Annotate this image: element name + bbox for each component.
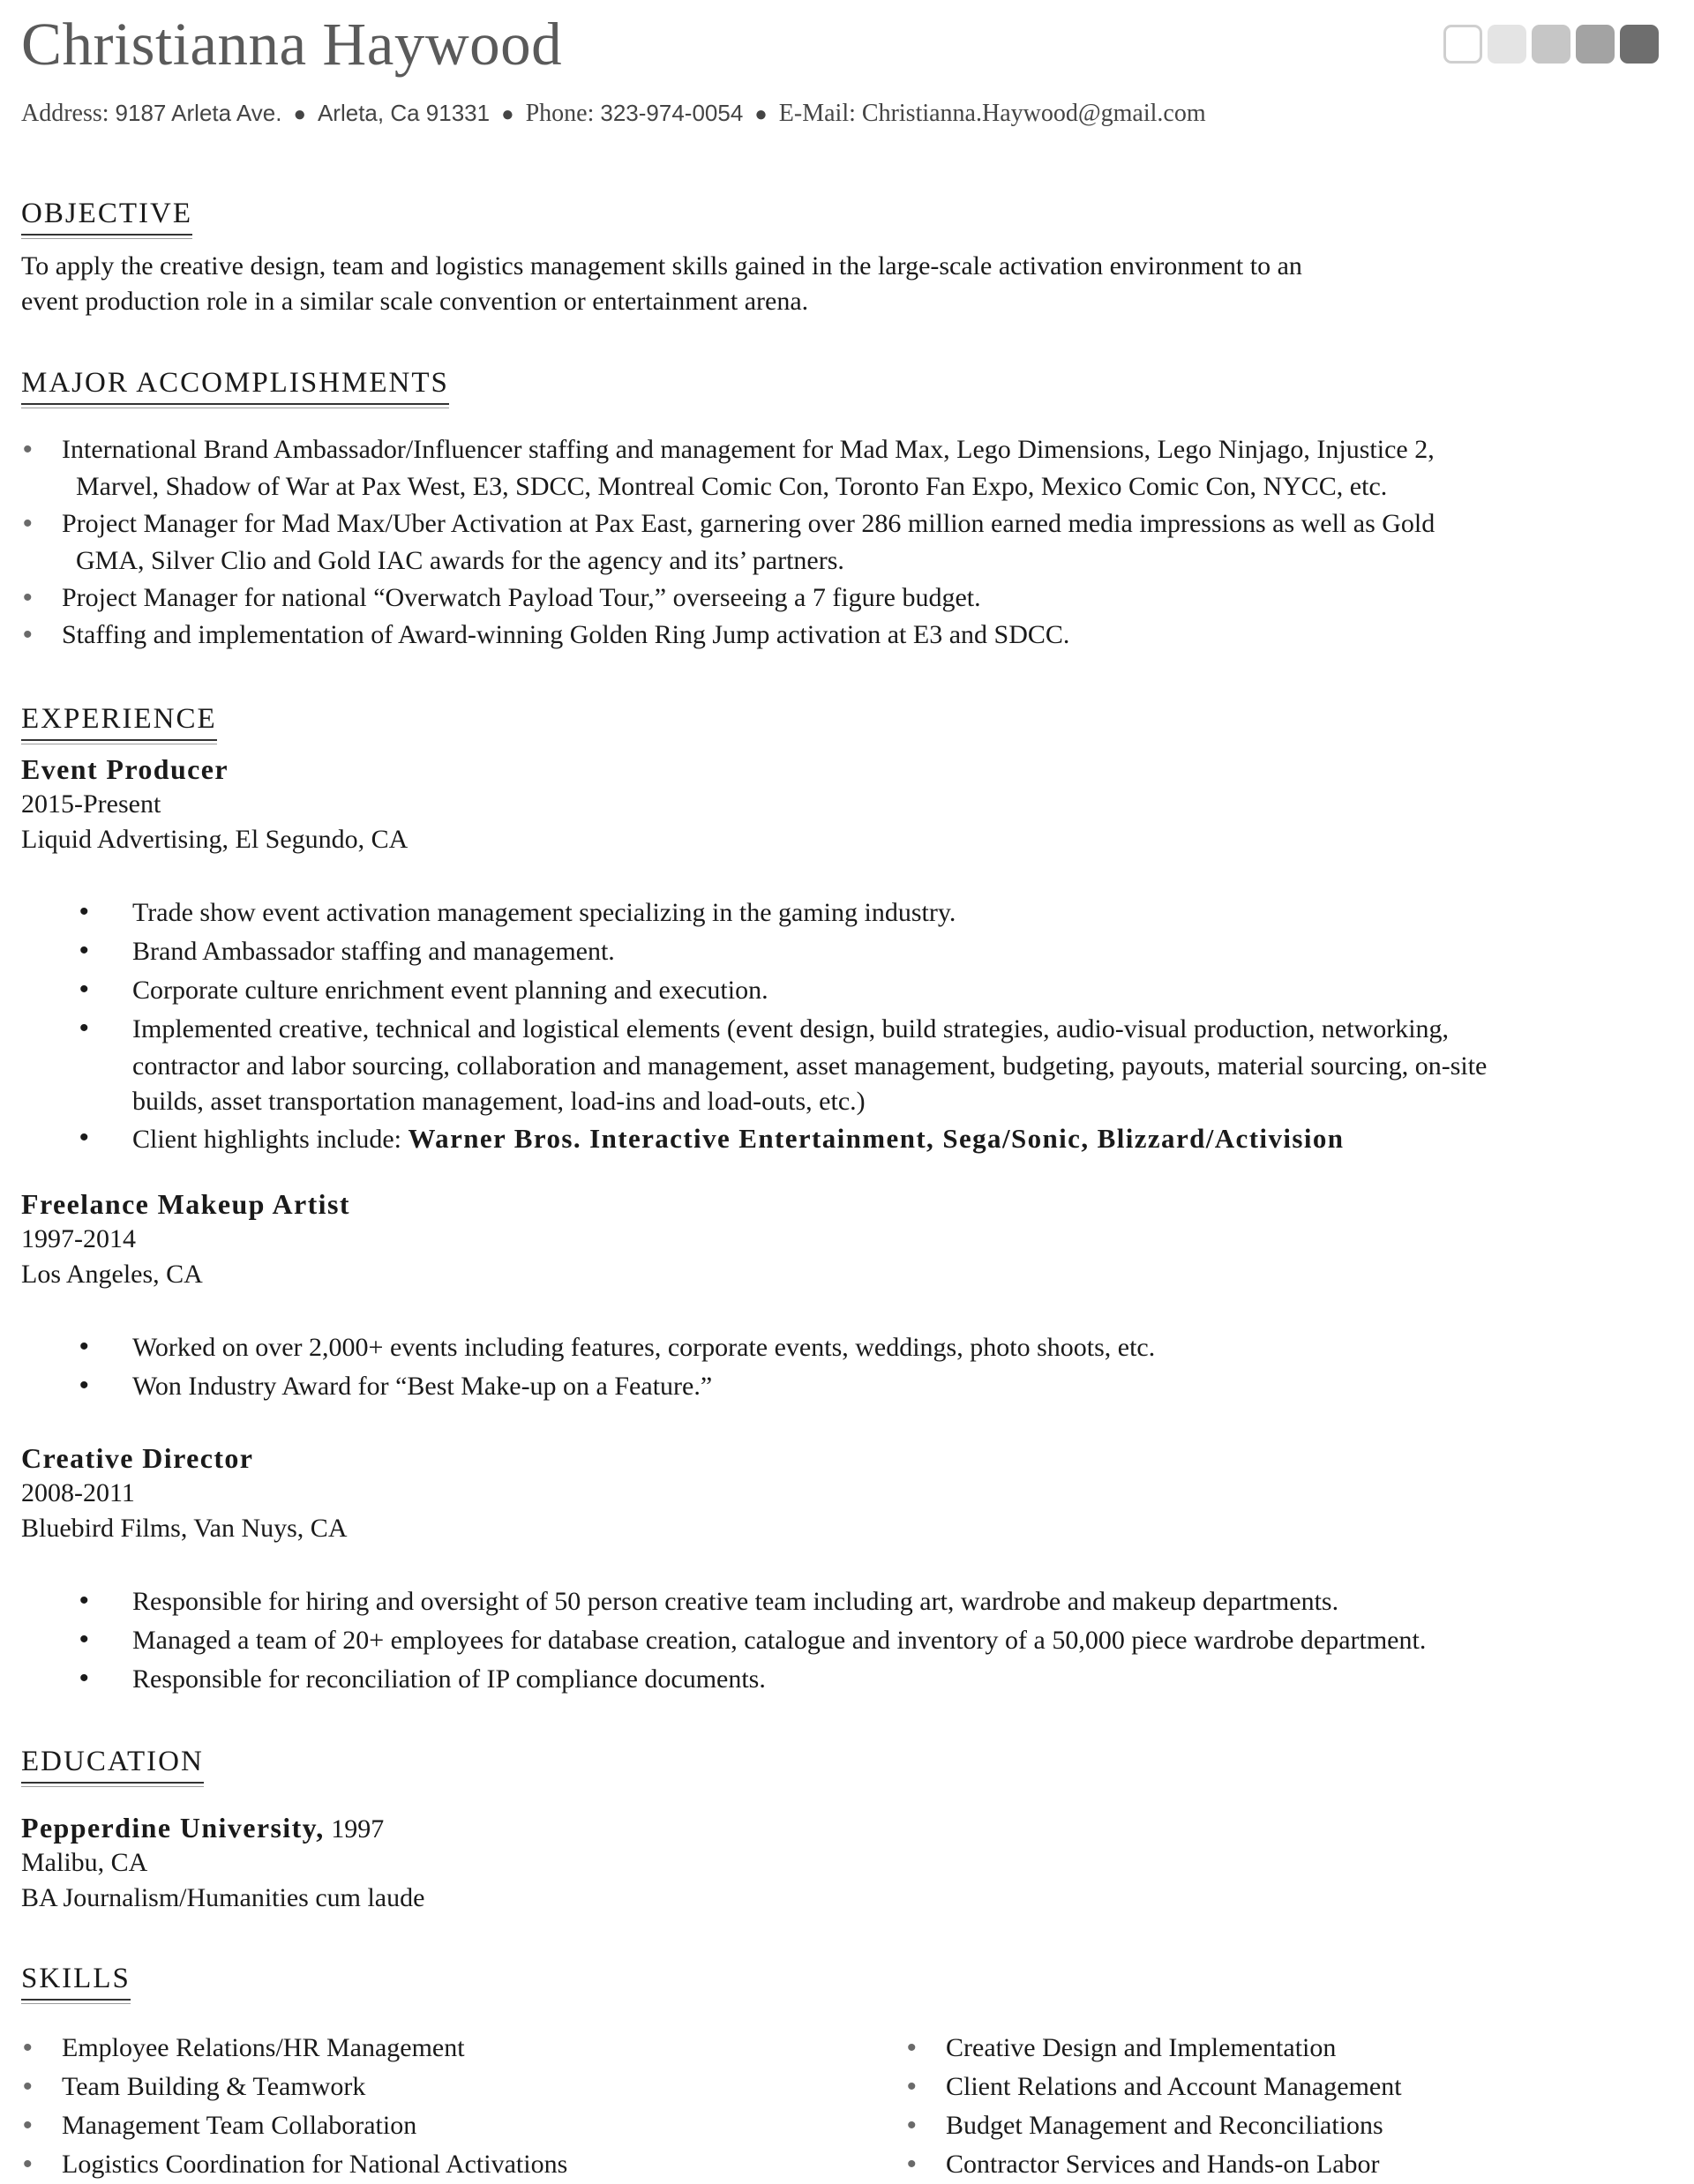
- item-line: builds, asset transportation management, load-ins and load-outs, etc.): [132, 1087, 866, 1116]
- bullet-icon: •: [23, 2111, 33, 2140]
- list-item: [21, 431, 1435, 505]
- accomplishments-list: [21, 431, 1435, 654]
- swatch-white: [1443, 25, 1482, 64]
- item-line: Project Manager for Mad Max/Uber Activation at Pax East, garnering over 286 million earned media impressions as well as Gold: [62, 509, 1435, 538]
- job-dates: 2015-Present: [21, 789, 161, 819]
- list-item: [21, 2106, 567, 2145]
- item-line: Implemented creative, technical and logistical elements (event design, build strategies, audio-visual production, networking,: [132, 1014, 1450, 1043]
- phone-label: Phone:: [525, 100, 595, 127]
- skill-label: Contractor Services and Hands-on Labor: [946, 2150, 1380, 2179]
- list-item: [21, 2029, 567, 2068]
- list-item: [905, 2068, 1402, 2106]
- item-line: Staffing and implementation of Award-winning Golden Ring Jump activation at E3 and SDCC.: [62, 620, 1070, 649]
- bullet-icon: •: [79, 1371, 89, 1400]
- objective-line: To apply the creative design, team and logistics management skills gained in the large-scale activation environment to an: [21, 251, 1302, 280]
- skill-label: Client Relations and Account Management: [946, 2072, 1402, 2101]
- item-line: contractor and labor sourcing, collaboration and management, asset management, budgeting, payouts, material sourcing, on-site: [132, 1051, 1488, 1081]
- email-label: E-Mail:: [778, 100, 856, 127]
- item-line: Trade show event activation management specializing in the gaming industry.: [132, 898, 956, 927]
- objective-line: event production role in a similar scale convention or entertainment arena.: [21, 287, 809, 316]
- job-bullets: [21, 894, 1487, 1158]
- bullet-icon: •: [79, 936, 89, 965]
- list-item: [21, 617, 1435, 654]
- skill-label: Management Team Collaboration: [62, 2111, 417, 2140]
- bullet-icon: •: [79, 1586, 89, 1615]
- job-place: Los Angeles, CA: [21, 1260, 203, 1289]
- phone-value: 323-974-0054: [600, 100, 744, 126]
- bullet-icon: •: [23, 2033, 33, 2062]
- item-line: Responsible for reconciliation of IP compliance documents.: [132, 1664, 766, 1694]
- bullet-icon: •: [79, 1664, 89, 1693]
- skill-label: Budget Management and Reconciliations: [946, 2111, 1383, 2140]
- item-line: Responsible for hiring and oversight of 50 person creative team including art, wardrobe and makeup departments.: [132, 1587, 1339, 1616]
- swatch-mid-gray: [1532, 25, 1570, 64]
- color-swatches: [1443, 25, 1659, 64]
- address-value: 9187 Arleta Ave.: [115, 100, 282, 126]
- list-item: [21, 1328, 1155, 1367]
- graduation-year: 1997: [331, 1814, 385, 1844]
- bullet-icon: •: [907, 2111, 917, 2140]
- item-line: Project Manager for national “Overwatch Payload Tour,” overseeing a 7 figure budget.: [62, 583, 981, 612]
- objective-text: [21, 249, 1302, 319]
- list-item: [21, 1621, 1426, 1660]
- list-item: [21, 2145, 567, 2184]
- skill-label: Creative Design and Implementation: [946, 2033, 1337, 2062]
- city-value: Arleta, Ca 91331: [317, 100, 491, 126]
- list-item: [21, 932, 1487, 971]
- job-bullets: [21, 1582, 1426, 1699]
- accomplishments-heading: MAJOR ACCOMPLISHMENTS: [21, 365, 449, 405]
- job-title: Event Producer: [21, 753, 229, 785]
- job-bullets: [21, 1328, 1155, 1406]
- bullet-icon: •: [907, 2033, 917, 2062]
- item-line: [132, 1119, 1487, 1158]
- bullet-icon: •: [23, 509, 33, 538]
- list-item: [21, 580, 1435, 617]
- list-item: [21, 505, 1435, 580]
- objective-heading: OBJECTIVE: [21, 196, 192, 236]
- bullet-icon: •: [907, 2150, 917, 2179]
- item-line: Corporate culture enrichment event planning and execution.: [132, 976, 768, 1005]
- bullet-icon: •: [23, 620, 33, 649]
- bullet-icon: •: [907, 2072, 917, 2101]
- item-line: Brand Ambassador staffing and management.: [132, 937, 615, 966]
- bullet-icon: •: [23, 2072, 33, 2101]
- email-value: Christianna.Haywood@gmail.com: [861, 100, 1206, 127]
- job-place: Liquid Advertising, El Segundo, CA: [21, 825, 409, 854]
- bullet-icon: •: [23, 2150, 33, 2179]
- client-label: Client highlights include:: [132, 1125, 401, 1154]
- list-item: [21, 971, 1487, 1010]
- bullet-icon: •: [79, 1123, 89, 1152]
- contact-line: [21, 95, 1206, 132]
- item-line: Worked on over 2,000+ events including features, corporate events, weddings, photo shoots, etc.: [132, 1333, 1156, 1362]
- separator-dot: ●: [501, 102, 514, 126]
- client-highlights: Warner Bros. Interactive Entertainment, Sega/Sonic, Blizzard/Activision: [408, 1123, 1345, 1154]
- list-item: [21, 1010, 1487, 1119]
- list-item: [21, 2068, 567, 2106]
- item-line: Marvel, Shadow of War at Pax West, E3, SDCC, Montreal Comic Con, Toronto Fan Expo, Mexico Comic Con, NYCC, etc.: [76, 472, 1388, 501]
- item-line: GMA, Silver Clio and Gold IAC awards for the agency and its’ partners.: [76, 546, 844, 575]
- list-item: [21, 1367, 1155, 1406]
- job-place: Bluebird Films, Van Nuys, CA: [21, 1514, 348, 1543]
- bullet-icon: •: [79, 975, 89, 1004]
- bullet-icon: •: [79, 897, 89, 926]
- swatch-gray: [1576, 25, 1615, 64]
- job-dates: 2008-2011: [21, 1478, 135, 1507]
- list-item: [21, 894, 1487, 932]
- list-item: [905, 2106, 1402, 2145]
- address-label: Address:: [21, 100, 109, 127]
- list-item: [21, 1660, 1426, 1699]
- list-item: [905, 2029, 1402, 2068]
- separator-dot: ●: [293, 102, 306, 126]
- skills-left-column: [21, 2029, 567, 2184]
- job-title: Freelance Makeup Artist: [21, 1188, 350, 1220]
- item-line: International Brand Ambassador/Influencer staffing and management for Mad Max, Lego Dimensions, Lego Ninjago, Injustice 2,: [62, 435, 1435, 464]
- candidate-name: Christianna Haywood: [21, 11, 563, 78]
- bullet-icon: •: [79, 1013, 89, 1043]
- list-item: [21, 1119, 1487, 1158]
- education-heading: EDUCATION: [21, 1744, 204, 1784]
- degree: BA Journalism/Humanities cum laude: [21, 1883, 425, 1912]
- experience-heading: EXPERIENCE: [21, 701, 217, 741]
- separator-dot: ●: [754, 102, 768, 126]
- swatch-dark-gray: [1620, 25, 1659, 64]
- job-title: Creative Director: [21, 1442, 254, 1474]
- school-name: Pepperdine University,: [21, 1812, 325, 1844]
- item-line: Won Industry Award for “Best Make-up on a Feature.”: [132, 1372, 713, 1401]
- bullet-icon: •: [79, 1332, 89, 1361]
- skill-label: Logistics Coordination for National Activations: [62, 2150, 568, 2179]
- skills-heading: SKILLS: [21, 1961, 131, 2001]
- bullet-icon: •: [79, 1625, 89, 1654]
- item-line: Managed a team of 20+ employees for database creation, catalogue and inventory of a 50,000 piece wardrobe department.: [132, 1626, 1427, 1655]
- swatch-light-gray: [1488, 25, 1526, 64]
- job-dates: 1997-2014: [21, 1224, 136, 1253]
- list-item: [905, 2145, 1402, 2184]
- bullet-icon: •: [23, 583, 33, 612]
- education-school-line: [21, 1810, 384, 1847]
- skill-label: Employee Relations/HR Management: [62, 2033, 465, 2062]
- bullet-icon: •: [23, 435, 33, 464]
- school-location: Malibu, CA: [21, 1848, 148, 1877]
- skills-right-column: [905, 2029, 1402, 2184]
- skill-label: Team Building & Teamwork: [62, 2072, 366, 2101]
- list-item: [21, 1582, 1426, 1621]
